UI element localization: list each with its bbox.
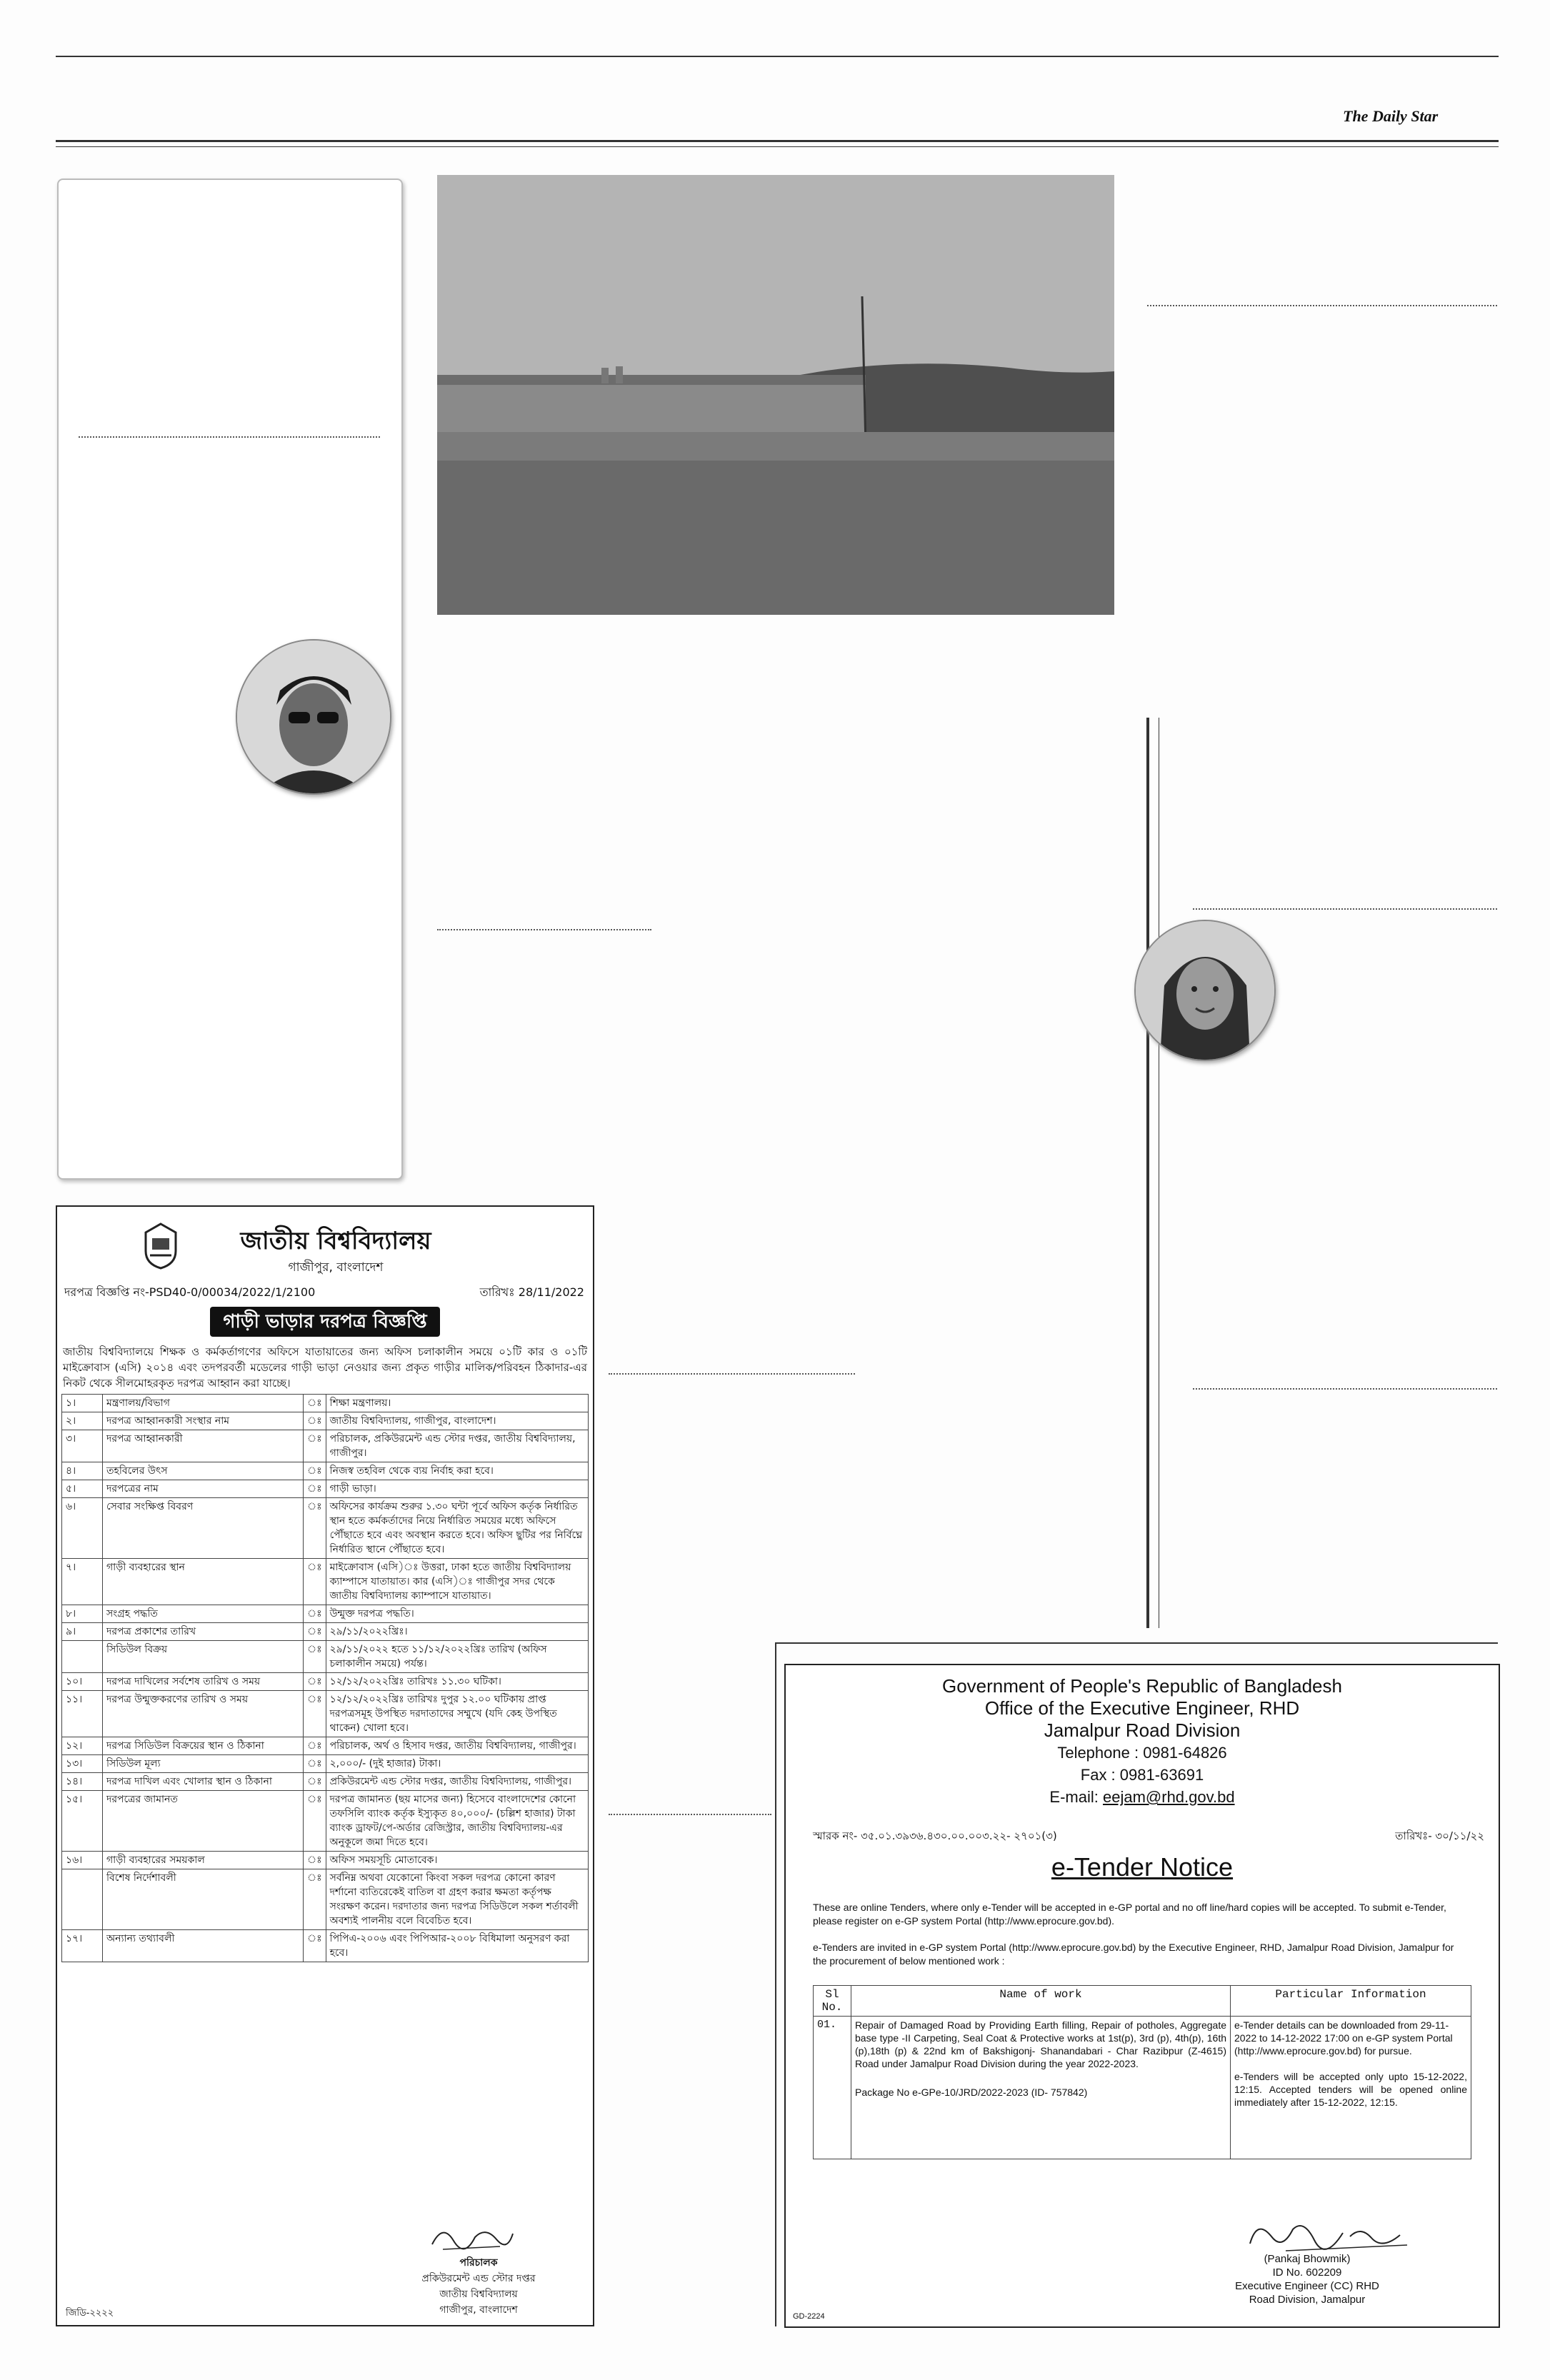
row-colon: ঃ: [304, 1869, 326, 1930]
right-vrule-1: [1146, 718, 1149, 1628]
row-label: দরপত্রের নাম: [103, 1480, 304, 1498]
header-fax: Fax : 0981-63691: [1080, 1766, 1204, 1784]
row-label: দরপত্রের জামানত: [103, 1791, 304, 1852]
row-sl: ১৩।: [62, 1755, 103, 1773]
row-colon: ঃ: [304, 1623, 326, 1641]
email-link[interactable]: eejam@rhd.gov.bd: [1102, 1788, 1235, 1806]
notice-header: [786, 1675, 1499, 1808]
row-label: দরপত্র আহ্বানকারী: [103, 1430, 304, 1462]
row-label: তহবিলের উৎস: [103, 1462, 304, 1480]
signature-name: (Pankaj Bhowmik): [1264, 2253, 1351, 2265]
row-label: সিডিউল বিক্রয়: [103, 1641, 304, 1673]
center-divider-2: [609, 1373, 855, 1375]
row-colon: ঃ: [304, 1605, 326, 1623]
row-value: পরিচালক, প্রকিউরমেন্ট এন্ড স্টোর দপ্তর, জাতীয় বিশ্ববিদ্যালয়, গাজীপুর।: [326, 1430, 588, 1462]
factory-photo: [437, 175, 1114, 615]
center-divider-1: [437, 929, 651, 930]
sidebar-divider: [79, 436, 380, 438]
notice-banner: গাড়ী ভাড়ার দরপত্র বিজ্ঞপ্তি: [210, 1307, 439, 1337]
row-label: দরপত্র আহ্বানকারী সংস্থার নাম: [103, 1412, 304, 1430]
row-colon: ঃ: [304, 1673, 326, 1691]
table-row: [62, 1930, 589, 1962]
table-row: [62, 1641, 589, 1673]
table-row: [62, 1395, 589, 1412]
row-label: দরপত্র উন্মুক্তকরণের তারিখ ও সময়: [103, 1691, 304, 1737]
center-divider-3: [609, 1814, 771, 1815]
info-deadline: e-Tenders will be accepted only upto 15-12-2022, 12:15. Accepted tenders will be opened online immediately after 15-12-2022, 12:15.: [1234, 2071, 1467, 2108]
row-value: দরপত্র জামানত (ছয় মাসের জন্য) হিসেবে বাংলাদেশের কোনো তফসিলি ব্যাংক কর্তৃক ইস্যুকৃত ৪০,০০০/- (চল্লিশ হাজার) টাকা ব্যাংক ড্রাফট/পে-অর্ডার রেজিস্ট্রার, জাতীয় বিশ্ববিদ্যালয়-এর অনুকূলে জমা দিতে হবে।: [326, 1791, 588, 1852]
row-sl: ৬।: [62, 1498, 103, 1559]
row-label: দরপত্র সিডিউল বিক্রয়ের স্থান ও ঠিকানা: [103, 1737, 304, 1755]
table-row: [62, 1691, 589, 1737]
row-value: ২৯/১১/২০২২খ্রিঃ।: [326, 1623, 588, 1641]
engineer-signature-icon: [1243, 2215, 1414, 2258]
row-colon: ঃ: [304, 1395, 326, 1412]
table-row: [62, 1623, 589, 1641]
columnist-avatar: [236, 639, 391, 795]
row-sl: ১০।: [62, 1673, 103, 1691]
row-colon: ঃ: [304, 1755, 326, 1773]
row-colon: ঃ: [304, 1480, 326, 1498]
row-colon: ঃ: [304, 1559, 326, 1605]
table-row: [62, 1498, 589, 1559]
row-colon: ঃ: [304, 1498, 326, 1559]
row-sl: ৯।: [62, 1623, 103, 1641]
notice-memo: স্মারক নং- ৩৫.০১.৩৯৩৬.৪৩০.০০.০০৩.২২- ২৭০১(৩): [813, 1829, 1057, 1842]
notice-signature: [371, 2255, 586, 2318]
row-label: গাড়ী ব্যবহারের সময়কাল: [103, 1852, 304, 1869]
row-label: দরপত্র দাখিল এবং খোলার স্থান ও ঠিকানা: [103, 1773, 304, 1791]
notice-intro: জাতীয় বিশ্ববিদ্যালয়ে শিক্ষক ও কর্মকর্তাগণের অফিসে যাতায়াতের জন্য অফিস চলাকালীন সময়ে ০১টি কার ও ০১টি মাইক্রোবাস (এসি) ২০১৪ এবং তদপরবর্তী মডেলের গাড়ী ভাড়া নেওয়ার জন্য প্রকৃত গাড়ীর মালিক/পরিবহন ঠিকাদার-এর নিকট থেকে সীলমোহরকৃত দরপত্র আহ্বান করা যাচ্ছে।: [63, 1345, 587, 1390]
row-sl: ৫।: [62, 1480, 103, 1498]
header-rule-1: [56, 140, 1499, 142]
right-divider-2: [1193, 908, 1497, 910]
row-value: ১২/১২/২০২২খ্রিঃ তারিখঃ ১১.৩০ ঘটিকা।: [326, 1673, 588, 1691]
row-value: নিজস্ব তহবিল থেকে ব্যয় নির্বাহ করা হবে।: [326, 1462, 588, 1480]
row-sl: ৩।: [62, 1430, 103, 1462]
signature-org: জাতীয় বিশ্ববিদ্যালয়: [439, 2289, 518, 2300]
work-table: [813, 1985, 1471, 2159]
row-value: পরিচালক, অর্থ ও হিসাব দপ্তর, জাতীয় বিশ্ববিদ্যালয়, গাজীপুর।: [326, 1737, 588, 1755]
row-value: মাইক্রোবাস (এসি)ঃ উত্তরা, ঢাকা হতে জাতীয় বিশ্ববিদ্যালয় ক্যাম্পাসে যাতায়াত। কার (এসি)ঃ গাজীপুর সদর থেকে জাতীয় বিশ্ববিদ্যালয় ক্যাম্পাসে যাতায়াত।: [326, 1559, 588, 1605]
header-government: Government of People's Republic of Bangladesh: [942, 1675, 1342, 1697]
notice-gd-number: GD-2224: [793, 2312, 825, 2321]
engineer-signature: [1186, 2252, 1429, 2306]
english-tender-notice: [784, 1664, 1500, 2328]
col-info: Particular Information: [1231, 1986, 1471, 2017]
notice-details-table: [61, 1394, 589, 1962]
english-notice-top-rule: [775, 1642, 1498, 1644]
row-value: শিক্ষা মন্ত্রণালয়।: [326, 1395, 588, 1412]
row-value: গাড়ী ভাড়া।: [326, 1480, 588, 1498]
row-value: সর্বনিম্ন অথবা যেকোনো কিংবা সকল দরপত্র কোনো কারণ দর্শানো ব্যতিরেকেই বাতিল বা গ্রহণ করার ক্ষমতা কর্তৃপক্ষ সংরক্ষণ করেন। দরদাতার জন্য দরপত্র সিডিউলে সকল শর্তাবলী অবশ্যই পালনীয় বলে বিবেচিত হবে।: [326, 1869, 588, 1930]
top-rule: [56, 56, 1499, 57]
row-colon: ঃ: [304, 1852, 326, 1869]
notice-date: তারিখঃ 28/11/2022: [479, 1285, 584, 1299]
masthead: The Daily Star: [1343, 107, 1439, 125]
row-label: মন্ত্রণালয়/বিভাগ: [103, 1395, 304, 1412]
row-colon: ঃ: [304, 1462, 326, 1480]
row-label: গাড়ী ব্যবহারের স্থান: [103, 1559, 304, 1605]
row-value: অফিস সময়সূচি মোতাবেক।: [326, 1852, 588, 1869]
notice-memo-number: দরপত্র বিজ্ঞপ্তি নং-PSD40-0/00034/2022/1/2100: [64, 1285, 316, 1299]
row-sl: ৮।: [62, 1605, 103, 1623]
signature-title: Executive Engineer (CC) RHD: [1235, 2280, 1379, 2292]
row-colon: ঃ: [304, 1773, 326, 1791]
right-divider-3: [1193, 1388, 1497, 1390]
row-value: প্রকিউরমেন্ট এন্ড স্টোর দপ্তর, জাতীয় বিশ্ববিদ্যালয়, গাজীপুর।: [326, 1773, 588, 1791]
right-divider-1: [1147, 305, 1497, 306]
col-sl: Sl No.: [814, 1986, 851, 2017]
notice-title: e-Tender Notice: [1051, 1852, 1234, 1882]
info-download: e-Tender details can be downloaded from 29-11-2022 to 14-12-2022 17:00 on e-GP system Portal (http://www.eprocure.gov.bd) for pursue.: [1234, 2019, 1453, 2057]
table-row: [62, 1791, 589, 1852]
header-office: Office of the Executive Engineer, RHD: [984, 1697, 1300, 1719]
row-value: ২৯/১১/২০২২ হতে ১১/১২/২০২২খ্রিঃ তারিখ (অফিস চলাকালীন সময়ে) পর্যন্ত।: [326, 1641, 588, 1673]
row-work: [851, 2017, 1231, 2159]
table-row: [62, 1755, 589, 1773]
row-sl: ১৬।: [62, 1852, 103, 1869]
row-value: জাতীয় বিশ্ববিদ্যালয়, গাজীপুর, বাংলাদেশ।: [326, 1412, 588, 1430]
row-sl: ১।: [62, 1395, 103, 1412]
row-colon: ঃ: [304, 1737, 326, 1755]
email-label: E-mail:: [1049, 1788, 1103, 1806]
table-row: [62, 1852, 589, 1869]
row-colon: ঃ: [304, 1641, 326, 1673]
row-info: [1231, 2017, 1471, 2159]
row-label: বিশেষ নির্দেশাবলী: [103, 1869, 304, 1930]
row-colon: ঃ: [304, 1430, 326, 1462]
row-sl: ১১।: [62, 1691, 103, 1737]
col-work: Name of work: [851, 1986, 1231, 2017]
row-label: সিডিউল মূল্য: [103, 1755, 304, 1773]
row-label: অন্যান্য তথ্যাবলী: [103, 1930, 304, 1962]
row-sl: 01.: [814, 2017, 851, 2159]
row-sl: ১৪।: [62, 1773, 103, 1791]
row-sl: ১৫।: [62, 1791, 103, 1852]
notice-date: তারিখঃ- ৩০/১১/২২: [1395, 1829, 1484, 1842]
table-row: [62, 1412, 589, 1430]
table-row: [62, 1737, 589, 1755]
bengali-tender-notice: [56, 1205, 594, 2326]
row-label: সেবার সংক্ষিপ্ত বিবরণ: [103, 1498, 304, 1559]
row-colon: ঃ: [304, 1930, 326, 1962]
table-row: [62, 1559, 589, 1605]
row-sl: ৭।: [62, 1559, 103, 1605]
header-rule-2: [56, 146, 1499, 147]
signature-title: পরিচালক: [459, 2257, 498, 2269]
row-sl: [62, 1641, 103, 1673]
row-value: ২,০০০/- (দুই হাজার) টাকা।: [326, 1755, 588, 1773]
row-value: ১২/১২/২০২২খ্রিঃ তারিখঃ দুপুর ১২.০০ ঘটিকায় প্রাপ্ত দরপত্রসমূহ উপস্থিত দরদাতাদের সম্মুখে (যদি কেহ উপস্থিত থাকেন) খোলা হবে।: [326, 1691, 588, 1737]
row-label: দরপত্র প্রকাশের তারিখ: [103, 1623, 304, 1641]
row-value: উন্মুক্ত দরপত্র পদ্ধতি।: [326, 1605, 588, 1623]
signature-office: প্রকিউরমেন্ট এন্ড স্টোর দপ্তর: [421, 2273, 536, 2284]
table-row: [814, 2017, 1471, 2159]
notice-university-subtitle: গাজীপুর, বাংলাদেশ: [288, 1260, 384, 1275]
row-sl: ৪।: [62, 1462, 103, 1480]
english-notice-left-rule: [775, 1642, 776, 2326]
signature-id: ID No. 602209: [1272, 2266, 1342, 2279]
table-row: [62, 1673, 589, 1691]
table-row: [62, 1869, 589, 1930]
notice-paragraph-1: These are online Tenders, where only e-Tender will be accepted in e-GP portal and no off line/hard copies will be accepted. To submit e-Tender, please register on e-GP system Portal (http://www.eprocure.gov.bd).: [813, 1902, 1446, 1927]
header-division: Jamalpur Road Division: [1044, 1719, 1241, 1741]
director-signature-icon: [429, 2219, 514, 2255]
notice-paragraph-2: e-Tenders are invited in e-GP system Portal (http://www.eprocure.gov.bd) by the Executive Engineer, RHD, Jamalpur Road Division, Jamalpur for the procurement of below mentioned work :: [813, 1942, 1454, 1967]
table-row: [62, 1773, 589, 1791]
row-label: দরপত্র দাখিলের সর্বশেষ তারিখ ও সময়: [103, 1673, 304, 1691]
header-email: [786, 1786, 1499, 1808]
row-label: সংগ্রহ পদ্ধতি: [103, 1605, 304, 1623]
girl-avatar: [1134, 920, 1276, 1061]
row-sl: ২।: [62, 1412, 103, 1430]
table-row: [62, 1462, 589, 1480]
row-value: পিপিএ-২০০৬ এবং পিপিআর-২০০৮ বিধিমালা অনুসরণ করা হবে।: [326, 1930, 588, 1962]
row-sl: [62, 1869, 103, 1930]
work-package: Package No e-GPe-10/JRD/2022-2023 (ID- 757842): [855, 2087, 1088, 2098]
table-row: [62, 1605, 589, 1623]
university-logo-icon: [143, 1222, 179, 1270]
work-description: Repair of Damaged Road by Providing Earth filling, Repair of potholes, Aggregate base type -II Carpeting, Seal Coat & Protective works at 1st(p), 3rd (p), 4th(p), 16th (p),18th (p) & 22nd km of Bakshigonj- Shanandabari - Char Razibpur (Z-4615) Road under Jamalpur Road Division during the year 2022-2023.: [855, 2019, 1226, 2069]
row-colon: ঃ: [304, 1691, 326, 1737]
signature-place: Road Division, Jamalpur: [1249, 2294, 1366, 2306]
notice-gd-number: জিডি-২২২২: [66, 2308, 114, 2319]
notice-university-title: জাতীয় বিশ্ববিদ্যালয়: [240, 1227, 431, 1255]
row-colon: ঃ: [304, 1412, 326, 1430]
table-row: [62, 1480, 589, 1498]
row-sl: ১৭।: [62, 1930, 103, 1962]
table-row: [62, 1430, 589, 1462]
signature-place: গাজীপুর, বাংলাদেশ: [439, 2304, 518, 2316]
row-value: অফিসের কার্যক্রম শুরুর ১.৩০ ঘন্টা পূর্বে অফিস কর্তৃক নির্ধারিত স্থান হতে কর্মকর্তাদের নিয়ে নির্ধারিত সময়ের মধ্যে অফিসে পৌঁছাতে হবে এবং অবস্থান করতে হবে। অফিস ছুটির পর নির্বিঘ্নে নির্ধারিত স্থানে পৌঁছাতে হবে।: [326, 1498, 588, 1559]
row-colon: ঃ: [304, 1791, 326, 1852]
row-sl: ১২।: [62, 1737, 103, 1755]
header-telephone: Telephone : 0981-64826: [1057, 1744, 1227, 1762]
